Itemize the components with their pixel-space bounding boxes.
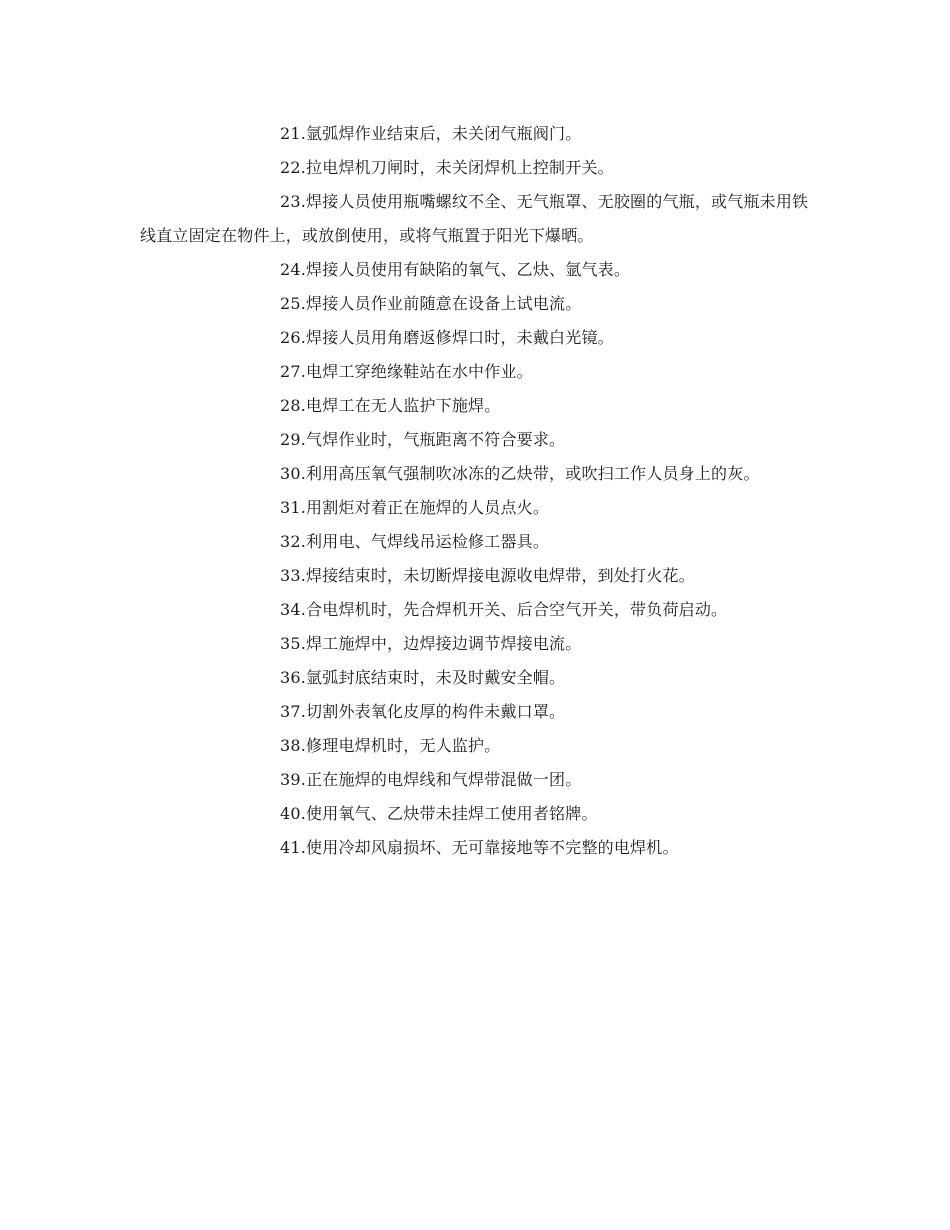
document-body <box>140 117 820 865</box>
list-item: 39.正在施焊的电焊线和气焊带混做一团。 <box>280 770 582 789</box>
list-item: 35.焊工施焊中，边焊接边调节焊接电流。 <box>280 634 582 653</box>
list-item: 32.利用电、气焊线吊运检修工器具。 <box>280 532 550 551</box>
list-item: 29.气焊作业时，气瓶距离不符合要求。 <box>280 430 566 449</box>
list-item: 24.焊接人员使用有缺陷的氧气、乙炔、氩气表。 <box>280 260 631 279</box>
list-item: 36.氩弧封底结束时，未及时戴安全帽。 <box>280 668 566 687</box>
list-item: 27.电焊工穿绝缘鞋站在水中作业。 <box>280 362 533 381</box>
list-item: 40.使用氧气、乙炔带未挂焊工使用者铭牌。 <box>280 804 598 823</box>
list-item: 37.切割外表氧化皮厚的构件未戴口罩。 <box>280 702 566 721</box>
list-item: 22.拉电焊机刀闸时，未关闭焊机上控制开关。 <box>280 158 614 177</box>
list-item: 38.修理电焊机时，无人监护。 <box>280 736 501 755</box>
list-item: 31.用割炬对着正在施焊的人员点火。 <box>280 498 550 517</box>
list-item: 33.焊接结束时，未切断焊接电源收电焊带，到处打火花。 <box>280 566 695 585</box>
list-item: 21.氩弧焊作业结束后，未关闭气瓶阀门。 <box>280 124 582 143</box>
list-item: 26.焊接人员用角磨返修焊口时，未戴白光镜。 <box>280 328 614 347</box>
list-item: 41.使用冷却风扇损坏、无可靠接地等不完整的电焊机。 <box>280 838 679 857</box>
list-item: 23.焊接人员使用瓶嘴螺纹不全、无气瓶罩、无胶圈的气瓶，或气瓶未用铁线直立固定在物件上，或放倒使用，或将气瓶置于阳光下爆晒。 <box>140 192 809 245</box>
list-item: 30.利用高压氧气强制吹冰冻的乙炔带，或吹扫工作人员身上的灰。 <box>280 464 760 483</box>
list-item: 25.焊接人员作业前随意在设备上试电流。 <box>280 294 582 313</box>
list-item: 34.合电焊机时，先合焊机开关、后合空气开关，带负荷启动。 <box>280 600 728 619</box>
list-item: 28.电焊工在无人监护下施焊。 <box>280 396 501 415</box>
